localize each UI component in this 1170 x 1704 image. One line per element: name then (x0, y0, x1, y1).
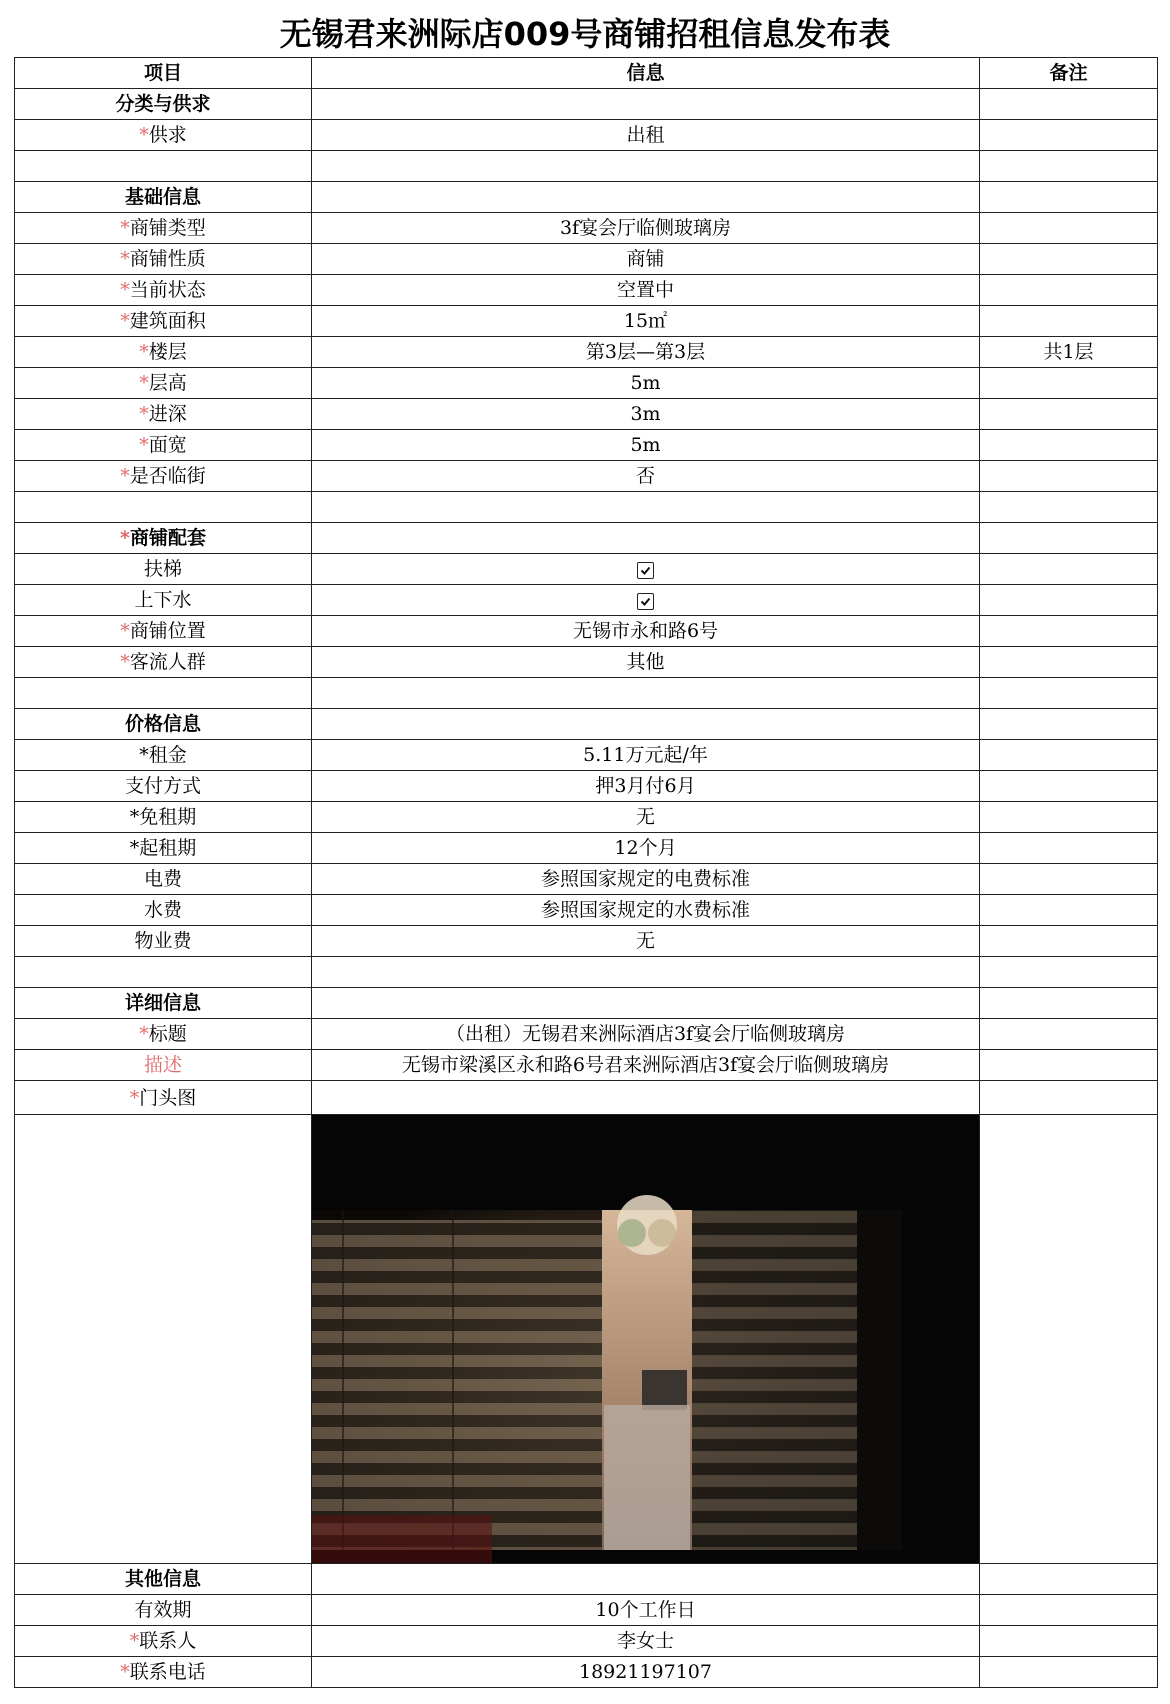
field-label (15, 585, 312, 616)
field-label-text: 描述 (143, 1054, 182, 1076)
header-item: 项目 (15, 58, 312, 89)
field-value (312, 554, 980, 585)
table-row (15, 89, 1158, 120)
required-asterisk: * (139, 1023, 149, 1045)
table-row (15, 1050, 1158, 1081)
required-asterisk: * (129, 1630, 140, 1652)
field-label (15, 461, 312, 492)
table-row (15, 1019, 1158, 1050)
field-note (980, 1081, 1158, 1115)
field-value: 第3层—第3层 (312, 337, 980, 368)
required-asterisk: * (120, 527, 130, 549)
required-asterisk: * (129, 1086, 140, 1109)
field-label (15, 1626, 312, 1657)
field-value: 10个工作日 (312, 1595, 980, 1626)
empty-cell (980, 1115, 1158, 1564)
table-row (15, 585, 1158, 616)
field-note (980, 492, 1158, 523)
field-label (15, 1050, 312, 1081)
table-row (15, 1657, 1158, 1688)
required-asterisk: * (120, 279, 130, 301)
field-label-text: 详细信息 (124, 992, 201, 1014)
table-row (15, 647, 1158, 678)
table-row (15, 182, 1158, 213)
field-value: 商铺 (312, 244, 980, 275)
field-note (980, 1657, 1158, 1688)
table-row (15, 461, 1158, 492)
table-header-row (15, 58, 1158, 89)
required-asterisk: * (139, 372, 149, 394)
field-value (312, 709, 980, 740)
field-value (312, 89, 980, 120)
required-asterisk: * (120, 310, 130, 332)
table-row (15, 1081, 1158, 1115)
field-value: 出租 (312, 120, 980, 151)
table-row (15, 833, 1158, 864)
field-value: 无 (312, 802, 980, 833)
table-row (15, 120, 1158, 151)
table-row (15, 1564, 1158, 1595)
table-row (15, 1626, 1158, 1657)
field-value (312, 151, 980, 182)
checked-checkbox-icon (637, 593, 654, 610)
field-label-text: 商铺类型 (129, 217, 206, 239)
field-value: 3m (312, 399, 980, 430)
field-label-text: 物业费 (134, 930, 192, 952)
field-label (15, 554, 312, 585)
field-label (15, 1019, 312, 1050)
field-note (980, 399, 1158, 430)
table-row (15, 275, 1158, 306)
required-asterisk: * (120, 465, 130, 487)
field-label-text: 进深 (148, 403, 187, 425)
field-label (15, 368, 312, 399)
field-value: 18921197107 (312, 1657, 980, 1688)
field-label-text: *租金 (139, 744, 187, 766)
field-note (980, 616, 1158, 647)
field-note (980, 988, 1158, 1019)
field-note (980, 740, 1158, 771)
table-row (15, 802, 1158, 833)
field-value: 15㎡ (312, 306, 980, 337)
field-value: （出租）无锡君来洲际酒店3f宴会厅临侧玻璃房 (312, 1019, 980, 1050)
table-row (15, 337, 1158, 368)
field-value: 无锡市梁溪区永和路6号君来洲际酒店3f宴会厅临侧玻璃房 (312, 1050, 980, 1081)
storefront-photo-cell (312, 1115, 980, 1564)
field-label (15, 926, 312, 957)
field-label-text: 基础信息 (124, 186, 201, 208)
field-label (15, 740, 312, 771)
field-label (15, 678, 312, 709)
table-row (15, 1595, 1158, 1626)
listing-table (14, 57, 1154, 1688)
field-note (980, 1595, 1158, 1626)
field-value: 5.11万元起/年 (312, 740, 980, 771)
field-value (312, 585, 980, 616)
table-row (15, 213, 1158, 244)
field-value: 5m (312, 430, 980, 461)
section-label (15, 89, 312, 120)
table-row (15, 895, 1158, 926)
table-row (15, 864, 1158, 895)
table-row (15, 368, 1158, 399)
field-label (15, 616, 312, 647)
empty-cell (15, 1115, 312, 1564)
table-row (15, 430, 1158, 461)
field-label (15, 895, 312, 926)
field-label-text: *免租期 (129, 806, 197, 828)
page-title: 无锡君来洲际店009号商铺招租信息发布表 (279, 15, 891, 53)
field-note (980, 771, 1158, 802)
field-value: 12个月 (312, 833, 980, 864)
table-row (15, 988, 1158, 1019)
field-label-text: 面宽 (148, 434, 187, 456)
field-label-text: 联系人 (139, 1630, 197, 1652)
field-label (15, 306, 312, 337)
field-note (980, 430, 1158, 461)
field-label-text: 商铺性质 (129, 248, 206, 270)
required-asterisk: * (120, 217, 130, 239)
field-value: 参照国家规定的水费标准 (312, 895, 980, 926)
field-value (312, 1081, 980, 1115)
field-value: 空置中 (312, 275, 980, 306)
required-asterisk: * (120, 620, 130, 642)
field-note (980, 182, 1158, 213)
table-row (15, 926, 1158, 957)
field-note (980, 926, 1158, 957)
field-note (980, 957, 1158, 988)
field-label (15, 399, 312, 430)
field-value (312, 182, 980, 213)
field-label (15, 864, 312, 895)
required-asterisk: * (139, 434, 149, 456)
table-row (15, 740, 1158, 771)
field-label-text: 价格信息 (124, 713, 201, 735)
field-label-text: 联系电话 (129, 1661, 206, 1683)
field-label (15, 492, 312, 523)
field-note (980, 833, 1158, 864)
field-label (15, 244, 312, 275)
field-value: 其他 (312, 647, 980, 678)
table-row (15, 492, 1158, 523)
field-label (15, 1595, 312, 1626)
field-note (980, 709, 1158, 740)
required-asterisk: * (120, 248, 130, 270)
field-note (980, 151, 1158, 182)
field-note (980, 895, 1158, 926)
field-note (980, 368, 1158, 399)
field-value: 3f宴会厅临侧玻璃房 (312, 213, 980, 244)
field-value: 李女士 (312, 1626, 980, 1657)
field-value (312, 988, 980, 1019)
table-row (15, 616, 1158, 647)
table-row (15, 957, 1158, 988)
field-label (15, 647, 312, 678)
field-value: 押3月付6月 (312, 771, 980, 802)
table-row (15, 709, 1158, 740)
field-label-text: 分类与供求 (115, 93, 211, 115)
field-label-text: 建筑面积 (129, 310, 206, 332)
field-label (15, 802, 312, 833)
section-label (15, 1564, 312, 1595)
table-row (15, 399, 1158, 430)
section-label (15, 988, 312, 1019)
field-label-text: 标题 (148, 1023, 187, 1045)
field-label (15, 151, 312, 182)
field-label (15, 337, 312, 368)
required-asterisk: * (139, 124, 149, 146)
field-note (980, 1564, 1158, 1595)
field-note (980, 864, 1158, 895)
required-asterisk: * (120, 1661, 130, 1683)
field-note (980, 120, 1158, 151)
field-label-text: 上下水 (134, 589, 192, 611)
field-note: 共1层 (980, 337, 1158, 368)
field-label-text: 其他信息 (124, 1568, 201, 1590)
section-label (15, 709, 312, 740)
field-value: 5m (312, 368, 980, 399)
checked-checkbox-icon (637, 562, 654, 579)
field-label-text: 商铺配套 (129, 527, 206, 549)
section-label (15, 182, 312, 213)
field-note (980, 1019, 1158, 1050)
field-label (15, 833, 312, 864)
table-row (15, 151, 1158, 182)
field-label-text: 供求 (148, 124, 187, 146)
field-note (980, 1626, 1158, 1657)
field-label (15, 771, 312, 802)
field-label-text: 扶梯 (143, 558, 182, 580)
table-row (15, 554, 1158, 585)
field-note (980, 89, 1158, 120)
photo-row (15, 1115, 1158, 1564)
field-value (312, 1564, 980, 1595)
table-row (15, 523, 1158, 554)
field-value (312, 957, 980, 988)
section-label (15, 523, 312, 554)
field-label (15, 275, 312, 306)
field-label (15, 1081, 312, 1115)
field-value (312, 678, 980, 709)
field-note (980, 461, 1158, 492)
required-asterisk: * (139, 341, 149, 363)
field-label-text: 门头图 (139, 1086, 197, 1109)
field-label (15, 1657, 312, 1688)
field-label-text: 水费 (143, 899, 182, 921)
field-value: 否 (312, 461, 980, 492)
field-note (980, 275, 1158, 306)
field-label (15, 430, 312, 461)
field-note (980, 647, 1158, 678)
field-value (312, 492, 980, 523)
field-note (980, 554, 1158, 585)
field-note (980, 213, 1158, 244)
field-label (15, 213, 312, 244)
required-asterisk: * (120, 651, 130, 673)
field-note (980, 244, 1158, 275)
field-label-text: 电费 (143, 868, 182, 890)
field-label-text: 商铺位置 (129, 620, 206, 642)
field-label-text: 客流人群 (129, 651, 206, 673)
field-label (15, 120, 312, 151)
table-row (15, 771, 1158, 802)
field-value: 参照国家规定的电费标准 (312, 864, 980, 895)
field-note (980, 306, 1158, 337)
table-row (15, 678, 1158, 709)
field-label (15, 957, 312, 988)
field-note (980, 585, 1158, 616)
storefront-photo (312, 1115, 979, 1563)
required-asterisk: * (139, 403, 149, 425)
field-label-text: *起租期 (129, 837, 197, 859)
field-label-text: 是否临街 (129, 465, 206, 487)
field-note (980, 802, 1158, 833)
field-note (980, 523, 1158, 554)
field-label-text: 有效期 (134, 1599, 192, 1621)
table-row (15, 244, 1158, 275)
field-label-text: 层高 (148, 372, 187, 394)
field-note (980, 1050, 1158, 1081)
header-note: 备注 (980, 58, 1158, 89)
field-label-text: 当前状态 (129, 279, 206, 301)
field-value: 无 (312, 926, 980, 957)
field-label-text: 楼层 (148, 341, 187, 363)
field-note (980, 678, 1158, 709)
field-value: 无锡市永和路6号 (312, 616, 980, 647)
field-value (312, 523, 980, 554)
table-row (15, 306, 1158, 337)
field-label-text: 支付方式 (124, 775, 201, 797)
header-info: 信息 (312, 58, 980, 89)
